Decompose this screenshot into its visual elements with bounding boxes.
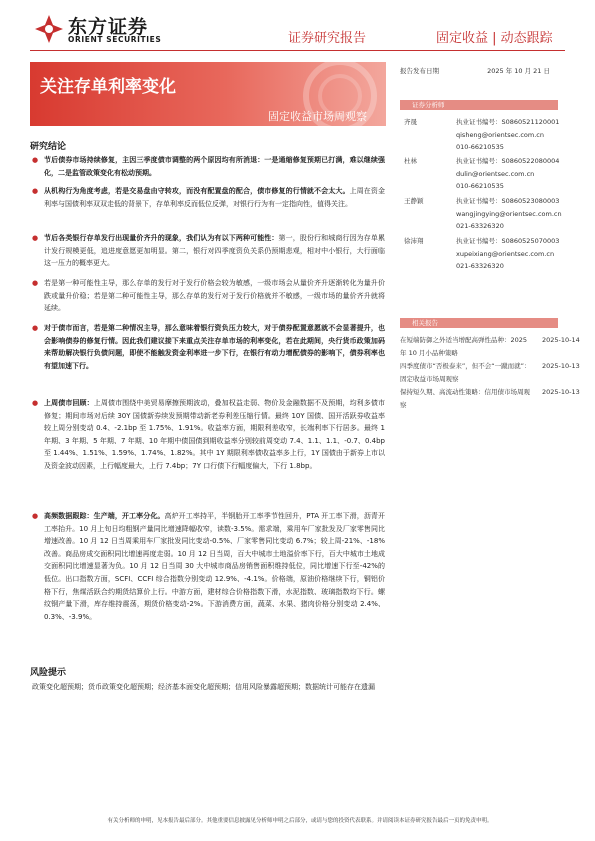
bullet-bold-text: 上周债市回顾： bbox=[44, 399, 94, 407]
bullet-icon: ● bbox=[32, 279, 39, 287]
bullet-text: 高炉开工率持平，半钢胎开工率季节性回升，PTA 开工率下滑，沥青开工率抬升。10 月上旬日均粗钢产量同比增速降幅收窄，读数-3.5%。需求端，乘用车厂家批发及厂家零售同比增速改善。10 月 12 日当周乘用车厂家批发同比变动-0.5%、厂家零售同比变动 6.7%；较上周-21%、-18%改善。商品房成交面积同比增速再度走弱。10 月 12 日当周，百大中城市土地溢价率下行，百大中城市土地成交面积同比增速显著为负。10 月 12 日当周 30 大中城市商品房销售面积维持低位，同比增速下行至-42%的低位。出口指数方面，SCFI、CCFI 综合指数分别变动 12.9%、-4.1%。价格端，原油价格继续下行，铜铝价格下行，焦煤活跃合约期货结算价上行。中游方面，建材综合价格指数下滑，水泥指数、玻璃指数均下行。螺纹钢产量下滑，库存维持震荡，期货价格变动-2%。下游消费方面，蔬菜、水果、猪肉价格分别变动 2.4%、0.3%、-3.9%。 bbox=[44, 512, 386, 621]
bullet-icon: ● bbox=[32, 324, 39, 332]
conclusion-bullet bbox=[32, 232, 385, 270]
bullet-bold-text: 对于债市而言，若是第二种情况主导，那么意味着银行资负压力较大，对于债券配置意愿就不会显著提升，也会影响债券的修复行情。因此我们建议接下来重点关注存单市场的利率变化，若在此期间，央行货币政策加码来帮助解决银行负债问题，即使不能触发资金利率进一步下行，在银行有动力增配债券的影响下，债券利率也有望加速下行。 bbox=[44, 324, 385, 370]
publish-date-value: 2025 年 10 月 21 日 bbox=[487, 67, 550, 75]
analysts-header-bar bbox=[400, 100, 558, 110]
bullet-icon: ● bbox=[32, 234, 39, 242]
bullet-icon: ● bbox=[32, 187, 39, 195]
analyst-name: 徐沛翔 bbox=[404, 237, 424, 245]
related-report-item[interactable] bbox=[400, 334, 580, 360]
analyst-cert: 执业证书编号：S0860523080003 bbox=[456, 197, 560, 205]
bullet-text: 上周债市围绕中美贸易摩擦预期波动，叠加权益走弱、物价及金融数据不及预期，均利多债市修复；期间市场对后续 30Y 国债新券续发预期带动新老券利差压缩行情。最终 10Y 国债、国开活跃券收益率较上周分别变动 0.4、-2.1bp 至 1.75%、1.91%。收益率方面，期限利差收窄，长端利率下行居多。最终 1 年期、3 年期、5 年期、7 年期、10 年期中债国债到期收益率分别较前周变动 7.4、1.1、1.1、-0.7、0.4bp 至 1.44%、1.51%、1.59%、1.74%、1.82%。其中 1Y 期限利率债收益率多上行，1Y 国债由于新券上市以及资金波动因素，上行幅度最大，上行 7.4bp；7Y 口行债下行幅度偏大，下行 1.8bp。 bbox=[44, 399, 386, 470]
analyst-name: 齐晟 bbox=[404, 118, 417, 126]
related-reports-header-bar bbox=[400, 318, 558, 328]
footer-disclaimer: 有关分析师的申明，见本报告最后部分。其他重要信息披露见分析师申明之后部分，或请与您的投资代表联系。并请阅读本证券研究报告最后一页的免责申明。 bbox=[107, 818, 493, 824]
analysts-label: 证券分析师 bbox=[412, 101, 445, 109]
analyst-cert: 执业证书编号：S0860521120001 bbox=[456, 118, 560, 126]
related-report-title[interactable]: 四季度债市“否极泰来”，但不会“一蹴而就”：固定收益市场周观察 bbox=[400, 362, 531, 383]
publish-date-row bbox=[400, 66, 550, 75]
conclusion-bullet bbox=[32, 154, 385, 179]
conclusion-bullet bbox=[32, 397, 385, 473]
bullet-bold-text: 从机构行为角度考虑，若是交易盘由守转攻，而没有配置盘的配合，债市修复的行情就不会太大。 bbox=[44, 187, 350, 195]
bullet-bold-text: 节后债券市场持续修复，主因三季度债市调整的两个原因均有所消退：一是通缩修复预期已打满，难以继续强化，二是监管政策变化有松动预期。 bbox=[44, 156, 385, 177]
analyst-cert: 执业证书编号：S0860525070003 bbox=[456, 237, 560, 245]
risk-text: 政策变化超预期；货币政策变化超预期；经济基本面变化超预期；信用风险暴露超预期；数据统计可能存在遗漏 bbox=[32, 683, 375, 691]
bullet-icon: ● bbox=[32, 156, 39, 164]
related-report-title[interactable]: 在短端防御之外适当增配高弹性品种：2025 年 10 月小品种策略 bbox=[400, 336, 528, 357]
analyst-name: 王静颖 bbox=[404, 197, 424, 205]
conclusion-bullet bbox=[32, 322, 385, 372]
analyst-email[interactable]: wangjingying@orientsec.com.cn bbox=[456, 209, 562, 218]
bullet-text: 第一，股份行和城商行因为存单累计发行规模更低，追进度意愿更加明显。第二，银行对四季度资负关系仍预期悲观，相对中小银行，大行面临这一压力的概率更大。 bbox=[44, 234, 386, 268]
logo-name-en: ORIENT SECURITIES bbox=[68, 35, 162, 44]
related-reports-label: 相关报告 bbox=[412, 319, 438, 327]
bullet-icon: ● bbox=[32, 399, 39, 407]
related-report-date: 2025-10-13 bbox=[542, 388, 580, 396]
header-divider bbox=[30, 50, 565, 51]
risk-heading: 风险提示 bbox=[30, 668, 67, 678]
report-type: 证券研究报告 bbox=[288, 31, 367, 46]
conclusion-bullet bbox=[32, 185, 385, 210]
report-subtitle: 固定收益市场周观察 bbox=[268, 110, 367, 123]
title-banner bbox=[30, 62, 386, 126]
analyst-phone: 010-66210535 bbox=[456, 182, 504, 190]
analyst-cert: 执业证书编号：S0860522080004 bbox=[456, 157, 560, 165]
bullet-icon: ● bbox=[32, 512, 39, 520]
related-report-item[interactable] bbox=[400, 386, 580, 412]
bullet-text: 若是第一种可能性主导，那么存单的发行对于发行价格会较为敏感，一级市场会从量价齐升逐渐转化为量升价跌或量升价稳；若是第二种可能性主导，那么存单的发行对于发行价格就并不敏感，一级市场的量价齐升就将延续。 bbox=[44, 279, 385, 313]
report-category: 固定收益 | 动态跟踪 bbox=[436, 31, 553, 46]
publish-date-label: 报告发布日期 bbox=[400, 67, 439, 75]
analyst-name: 杜林 bbox=[404, 157, 417, 165]
analyst-phone: 021-63326320 bbox=[456, 262, 504, 270]
bullet-bold-text: 高频数据跟踪：生产端，开工率分化。 bbox=[44, 512, 165, 520]
analyst-phone: 021-63326320 bbox=[456, 222, 504, 230]
analyst-email[interactable]: xupeixiang@orientsec.com.cn bbox=[456, 249, 555, 258]
orient-logo-icon bbox=[34, 14, 64, 44]
bullet-bold-text: 节后各类银行存单发行出现量价齐升的现象，我们认为有以下两种可能性： bbox=[44, 234, 279, 242]
related-report-date: 2025-10-13 bbox=[542, 362, 580, 370]
conclusion-bullet bbox=[32, 510, 385, 623]
related-report-title[interactable]: 保持短久期、高流动性策略：信用债市场周观察 bbox=[400, 388, 530, 409]
logo-name-cn: 东方证券 bbox=[68, 16, 149, 38]
analyst-email[interactable]: dulin@orientsec.com.cn bbox=[456, 169, 535, 178]
analyst-phone: 010-66210535 bbox=[456, 143, 504, 151]
conclusion-heading: 研究结论 bbox=[30, 142, 67, 152]
related-report-item[interactable] bbox=[400, 360, 580, 386]
conclusion-bullet bbox=[32, 277, 385, 315]
report-title: 关注存单利率变化 bbox=[40, 77, 176, 97]
analyst-email[interactable]: qisheng@orientsec.com.cn bbox=[456, 130, 544, 139]
related-report-date: 2025-10-14 bbox=[542, 336, 580, 344]
bullet-text: 上周在资金利率与国债利率双双走低的背景下，存单利率反而低位反弹，对银行行为有一定指向性，值得关注。 bbox=[44, 187, 386, 208]
